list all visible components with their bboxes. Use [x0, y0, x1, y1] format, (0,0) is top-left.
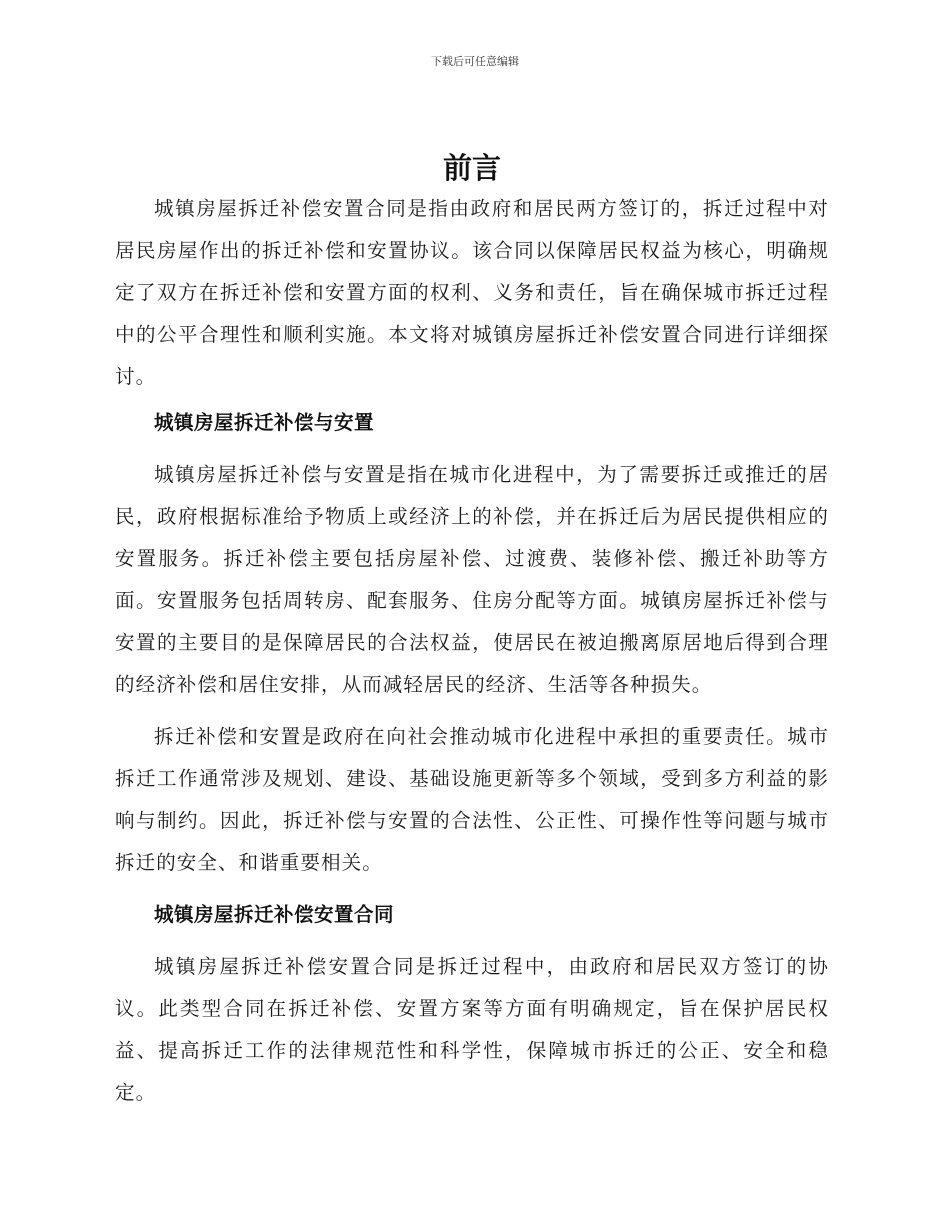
section2-paragraph: 城镇房屋拆迁补偿安置合同是拆迁过程中，由政府和居民双方签订的协议。此类型合同在拆迁补偿、安置方案等方面有明确规定，旨在保护居民权益、提高拆迁工作的法律规范性和科学性，保障城市拆迁的公正、安全和稳定。	[115, 955, 829, 1104]
document-title: 前言	[442, 151, 501, 185]
section-heading-compensation: 城镇房屋拆迁补偿与安置	[154, 411, 375, 434]
section1-paragraph: 拆迁补偿和安置是政府在向社会推动城市化进程中承担的重要责任。城市拆迁工作通常涉及规划、建设、基础设施更新等多个领域，受到多方利益的影响与制约。因此，拆迁补偿与安置的合法性、公正性、可操作性等问题与城市拆迁的安全、和谐重要相关。	[115, 725, 829, 874]
document-body	[115, 148, 829, 1114]
section-heading-contract: 城镇房屋拆迁补偿安置合同	[154, 903, 395, 926]
section1-paragraph: 城镇房屋拆迁补偿与安置是指在城市化进程中，为了需要拆迁或推迁的居民，政府根据标准给予物质上或经济上的补偿，并在拆迁后为居民提供相应的安置服务。拆迁补偿主要包括房屋补偿、过渡费、装修补偿、搬迁补助等方面。安置服务包括周转房、配套服务、住房分配等方面。城镇房屋拆迁补偿与安置的主要目的是保障居民的合法权益，使居民在被迫搬离原居地后得到合理的经济补偿和居住安排，从而减轻居民的经济、生活等各种损失。	[115, 463, 829, 696]
intro-paragraph: 城镇房屋拆迁补偿安置合同是指由政府和居民两方签订的，拆迁过程中对居民房屋作出的拆迁补偿和安置协议。该合同以保障居民权益为核心，明确规定了双方在拆迁补偿和安置方面的权利、义务和责任，旨在确保城市拆迁过程中的公平合理性和顺利实施。本文将对城镇房屋拆迁补偿安置合同进行详细探讨。	[115, 197, 829, 388]
page-header: 下载后可任意编辑	[431, 55, 519, 68]
